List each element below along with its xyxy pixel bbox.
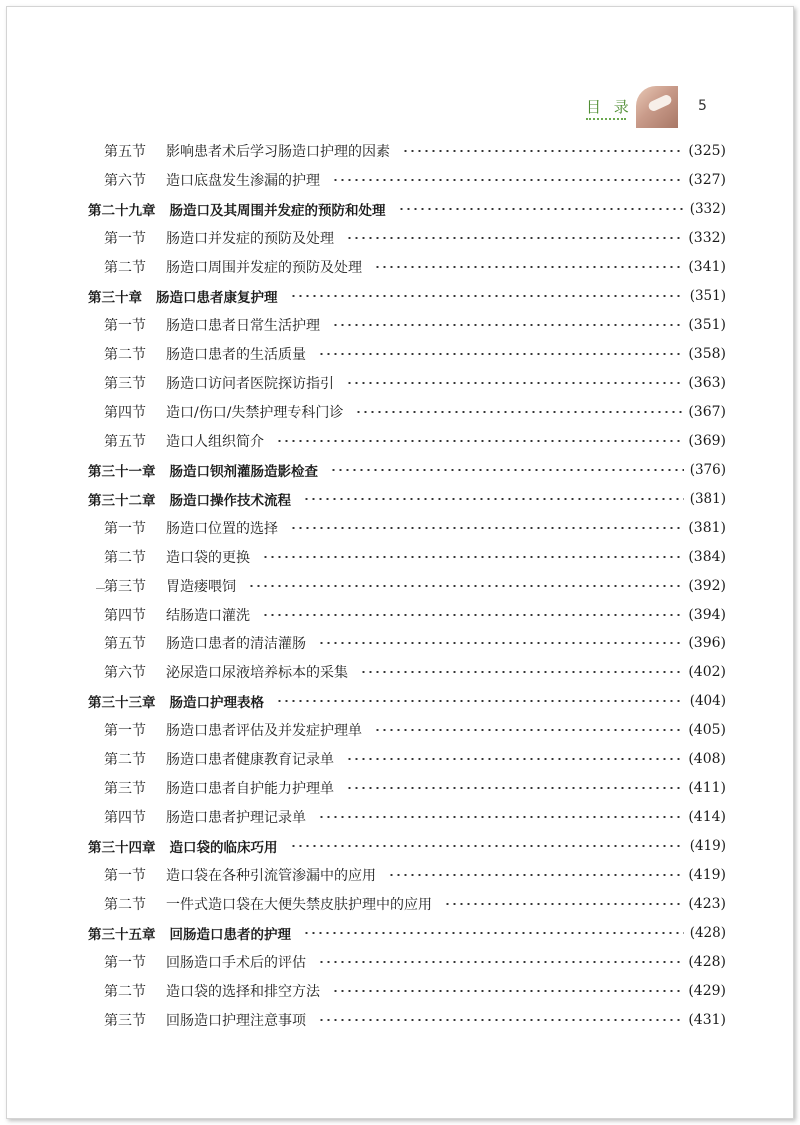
dot-leader — [346, 382, 682, 384]
toc-chapter-row[interactable] — [88, 833, 726, 859]
toc-entry-page: (392) — [688, 577, 726, 594]
toc-chapter-row[interactable] — [88, 196, 726, 222]
toc-entry-page: (325) — [688, 143, 726, 159]
dot-leader — [360, 671, 682, 673]
toc-section-row[interactable] — [104, 225, 726, 251]
toc-entry-page: (411) — [688, 780, 726, 797]
dot-leader — [332, 179, 682, 181]
page-number: 5 — [698, 98, 707, 114]
toc-entry-page: (414) — [688, 809, 726, 826]
toc-entry-page: (376) — [689, 461, 726, 478]
toc-entry-page: (405) — [688, 722, 726, 739]
dot-leader — [332, 324, 682, 326]
dot-leader — [318, 353, 682, 355]
toc-entry-number: 第三十四章 — [88, 840, 156, 857]
toc-section-row[interactable] — [104, 341, 726, 367]
dot-leader — [374, 266, 682, 268]
toc-section-row[interactable] — [104, 602, 726, 628]
toc-entry-page: (341) — [688, 258, 726, 275]
dot-leader — [330, 469, 684, 471]
toc-section-row[interactable] — [104, 254, 726, 280]
dot-leader — [290, 845, 684, 847]
toc-entry-number: 第一节 — [104, 955, 146, 972]
dot-leader — [303, 932, 684, 934]
toc-entry-number: 第三节 — [104, 1013, 146, 1030]
toc-entry-page: (431) — [688, 1012, 726, 1029]
toc-entry-number: 第三节 — [104, 781, 146, 798]
header-underline — [586, 118, 626, 120]
toc-entry-page: (327) — [688, 171, 726, 188]
dot-leader — [318, 1019, 682, 1021]
toc-entry-page: (419) — [688, 867, 726, 884]
toc-entry-number: 第四节 — [104, 607, 146, 624]
page-header — [586, 86, 716, 124]
toc-entry-title: 造口袋的临床巧用 — [169, 840, 278, 857]
toc-section-row[interactable] — [104, 775, 726, 801]
dot-leader — [346, 787, 682, 789]
toc-entry-title: 肠造口患者的清洁灌肠 — [166, 636, 306, 653]
toc-chapter-row[interactable] — [88, 283, 726, 309]
toc-entry-title: 肠造口及其周围并发症的预防和处理 — [169, 202, 386, 219]
toc-entry-page: (351) — [689, 287, 726, 304]
toc-entry-title: 肠造口患者护理记录单 — [166, 810, 306, 827]
toc-entry-page: (428) — [688, 954, 726, 971]
toc-entry-number: 第三十章 — [88, 289, 142, 306]
toc-section-row[interactable] — [104, 862, 726, 888]
toc-entry-page: (396) — [688, 635, 726, 652]
dot-leader — [318, 642, 682, 644]
dot-leader — [290, 295, 684, 297]
toc-entry-number: 第四节 — [104, 810, 146, 827]
toc-entry-number: 第二节 — [104, 346, 146, 363]
toc-entry-title: 肠造口患者自护能力护理单 — [166, 781, 334, 798]
toc-entry-page: (423) — [688, 896, 726, 913]
dot-leader — [262, 556, 682, 558]
toc-entry-page: (404) — [689, 693, 726, 710]
dot-leader — [402, 150, 682, 152]
toc-entry-title: 造口底盘发生渗漏的护理 — [166, 172, 320, 189]
toc-entry-title: 回肠造口患者的护理 — [169, 927, 291, 944]
toc-entry-page: (394) — [688, 606, 726, 623]
toc-entry-title: 影响患者术后学习肠造口护理的因素 — [166, 144, 390, 160]
toc-entry-number: 第三十五章 — [88, 927, 156, 944]
toc-section-row[interactable] — [104, 746, 726, 772]
toc-entry-page: (358) — [688, 345, 726, 362]
toc-entry-title: 肠造口操作技术流程 — [169, 492, 291, 509]
dot-leader — [276, 700, 684, 702]
toc-entry-number: 第三十一章 — [88, 463, 156, 480]
toc-entry-page: (332) — [689, 200, 726, 217]
dot-leader — [346, 758, 682, 760]
toc-entry-number: 第一节 — [104, 723, 146, 740]
toc-section-row[interactable] — [104, 370, 726, 396]
toc-entry-number: 第二节 — [104, 897, 146, 914]
toc-section-row[interactable] — [104, 717, 726, 743]
toc-entry-page: (351) — [688, 316, 726, 333]
toc-entry-title: 造口人组织简介 — [166, 433, 264, 450]
toc-entry-number: 第一节 — [104, 868, 146, 885]
toc-section-row[interactable] — [104, 949, 726, 975]
toc-section-row[interactable] — [104, 399, 726, 425]
toc-entry-page: (381) — [688, 519, 726, 536]
toc-entry-page: (384) — [688, 548, 726, 565]
toc-entry-title: 造口袋的选择和排空方法 — [166, 984, 320, 1001]
dot-leader — [318, 816, 682, 818]
toc-entry-number: 第六节 — [104, 172, 146, 189]
dot-leader — [398, 208, 684, 210]
toc-section-row[interactable] — [104, 1007, 726, 1033]
toc-entry-title: 肠造口患者健康教育记录单 — [166, 752, 334, 769]
dot-leader — [374, 729, 682, 731]
dot-leader — [355, 411, 682, 413]
dot-leader — [346, 237, 682, 239]
header-title: 目 录 — [586, 98, 633, 116]
dot-leader — [318, 961, 682, 963]
toc-entry-page: (408) — [688, 751, 726, 768]
toc-entry-number: 第五节 — [104, 144, 146, 160]
toc-entry-page: (332) — [688, 229, 726, 246]
dot-leader — [262, 614, 682, 616]
toc-entry-title: 造口袋的更换 — [166, 549, 250, 566]
toc-section-row[interactable] — [104, 312, 726, 338]
dot-leader — [248, 585, 682, 587]
toc-entry-title: 造口/伤口/失禁护理专科门诊 — [166, 404, 344, 421]
toc-entry-number: 第二节 — [104, 259, 146, 276]
toc-entry-number: 第三节 — [104, 375, 146, 392]
toc-entry-title: 肠造口护理表格 — [169, 695, 264, 712]
toc-section-row[interactable] — [104, 978, 726, 1004]
toc-chapter-row[interactable] — [88, 688, 726, 714]
toc-entry-title: 肠造口并发症的预防及处理 — [166, 230, 334, 247]
toc-section-row[interactable] — [104, 428, 726, 454]
toc-entry-title: 肠造口访问者医院探访指引 — [166, 375, 334, 392]
toc-entry-title: 肠造口患者的生活质量 — [166, 346, 306, 363]
toc-entry-number: 第一节 — [104, 520, 146, 537]
toc-entry-number: 第一节 — [104, 230, 146, 247]
toc-entry-title: 肠造口周围并发症的预防及处理 — [166, 259, 362, 276]
toc-entry-title: 肠造口患者评估及并发症护理单 — [166, 723, 362, 740]
toc-entry-number: 第三十三章 — [88, 695, 156, 712]
toc-entry-page: (367) — [688, 403, 726, 420]
toc-entry-title: 肠造口位置的选择 — [166, 520, 278, 537]
toc-entry-title: 一件式造口袋在大便失禁皮肤护理中的应用 — [166, 897, 432, 914]
dot-leader — [290, 527, 682, 529]
toc-entry-page: (381) — [689, 490, 726, 507]
toc-entry-title: 泌尿造口尿液培养标本的采集 — [166, 665, 348, 682]
toc-entry-title: 回肠造口手术后的评估 — [166, 955, 306, 972]
toc-entry-page: (428) — [689, 925, 726, 942]
toc-section-row[interactable] — [104, 515, 726, 541]
toc-entry-page: (369) — [688, 432, 726, 449]
toc-entry-page: (363) — [688, 374, 726, 391]
toc-entry-number: 第六节 — [104, 665, 146, 682]
toc-section-row[interactable] — [104, 659, 726, 685]
toc-section-row[interactable] — [104, 573, 726, 599]
toc-section-row[interactable] — [104, 804, 726, 830]
toc-chapter-row[interactable] — [88, 457, 726, 483]
dot-leader — [444, 903, 682, 905]
dot-leader — [332, 990, 682, 992]
header-photo-icon — [636, 86, 678, 128]
toc-entry-number: 第五节 — [104, 636, 146, 653]
toc-entry-number: 第二节 — [104, 752, 146, 769]
toc-entry-number: 第二节 — [104, 984, 146, 1001]
toc-entry-number: 第一节 — [104, 317, 146, 334]
toc-entry-page: (402) — [688, 664, 726, 681]
toc-section-row[interactable] — [104, 891, 726, 917]
toc-section-row[interactable] — [104, 138, 726, 164]
toc-entry-page: (429) — [688, 983, 726, 1000]
dot-leader — [303, 498, 684, 500]
dot-leader — [276, 440, 682, 442]
toc-entry-title: 肠造口钡剂灌肠造影检查 — [169, 463, 318, 480]
toc-entry-number: 第二十九章 — [88, 202, 156, 219]
toc-chapter-row[interactable] — [88, 486, 726, 512]
toc-section-row[interactable] — [104, 167, 726, 193]
toc-entry-page: (419) — [689, 838, 726, 855]
toc-entry-title: 结肠造口灌洗 — [166, 607, 250, 624]
toc-entry-title: 胃造瘘喂饲 — [166, 578, 236, 595]
toc-entry-number: 第二节 — [104, 549, 146, 566]
toc-entry-title: 造口袋在各种引流管渗漏中的应用 — [166, 868, 376, 885]
toc-entry-number: 第三十二章 — [88, 492, 156, 509]
toc-entry-title: 回肠造口护理注意事项 — [166, 1013, 306, 1030]
dot-leader — [388, 874, 682, 876]
toc-entry-number: 第五节 — [104, 433, 146, 450]
toc-entry-number: 第四节 — [104, 404, 146, 421]
toc-chapter-row[interactable] — [88, 920, 726, 946]
toc-entry-number: 第三节 — [104, 578, 146, 595]
toc-section-row[interactable] — [104, 630, 726, 656]
toc-entry-title: 肠造口患者日常生活护理 — [166, 317, 320, 334]
toc-entry-title: 肠造口患者康复护理 — [156, 289, 278, 306]
toc-section-row[interactable] — [104, 544, 726, 570]
